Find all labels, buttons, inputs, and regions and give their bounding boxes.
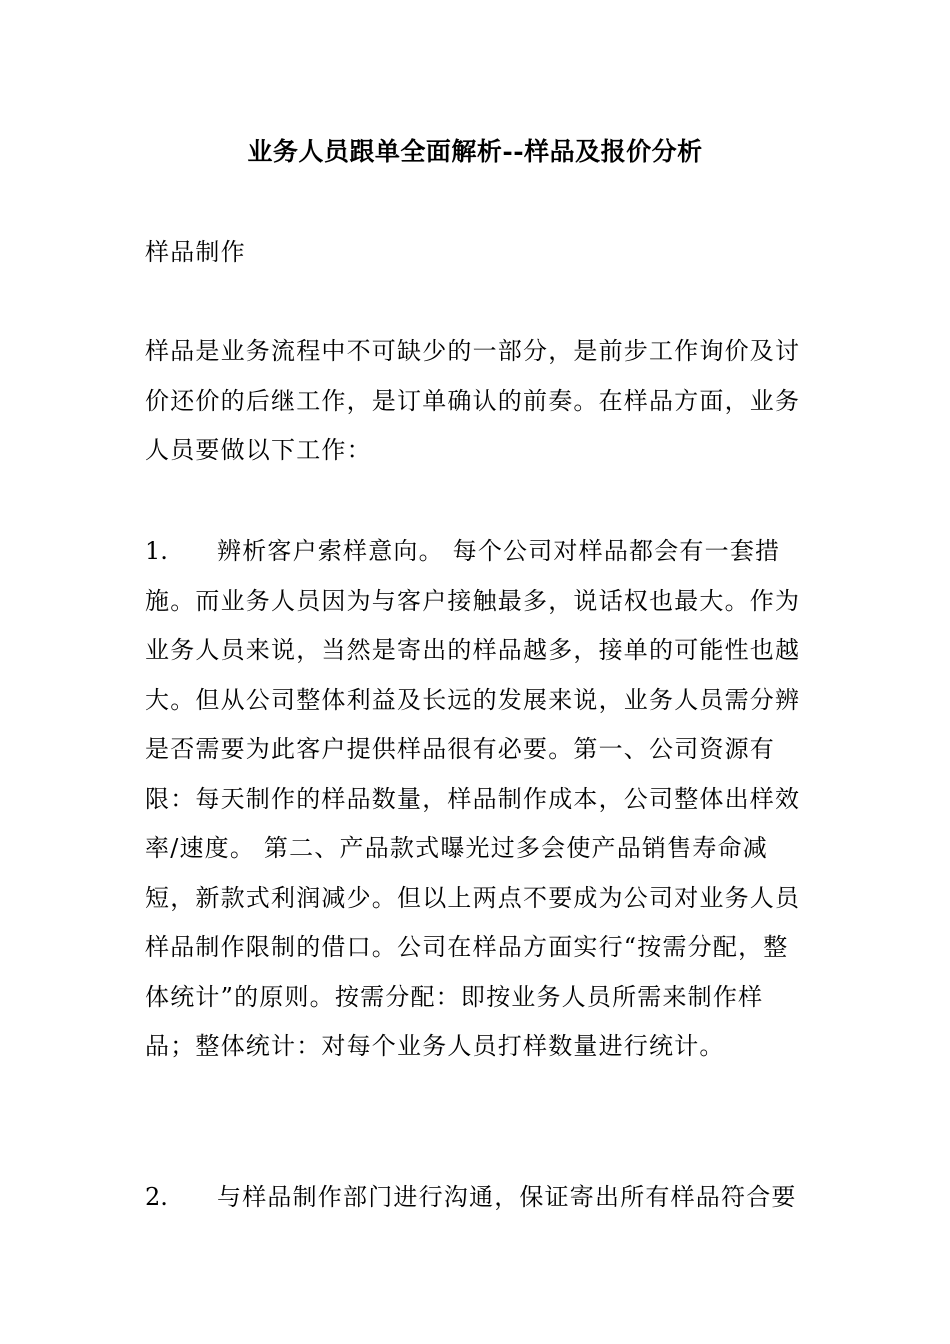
list-item xyxy=(145,527,810,1072)
list-item-text: 与样品制作部门进行沟通，保证寄出所有样品符合要 xyxy=(217,1183,797,1211)
list-item-text: 辨析客户索样意向。 每个公司对样品都会有一套措施。而业务人员因为与客户接触最多，说话权也最大。作为业务人员来说，当然是寄出的样品越多，接单的可能性也越大。但从公司整体利益及长远的发展来说，业务人员需分辨是否需要为此客户提供样品很有必要。第一、公司资源有限：每天制作的样品数量，样品制作成本，公司整体出样效率/速度。 第二、产品款式曝光过多会使产品销售寿命减短，新款式利润减少。但以上两点不要成为公司对业务人员样品制作限制的借口。公司在样品方面实行“按需分配，整体统计”的原则。按需分配：即按业务人员所需来制作样品；整体统计：对每个业务人员打样数量进行统计。 xyxy=(145,537,801,1060)
list-item-number: 1. xyxy=(145,537,168,565)
list-item xyxy=(145,1173,810,1223)
list-item-number: 2. xyxy=(145,1183,168,1211)
section-heading: 样品制作 xyxy=(145,238,246,266)
intro-paragraph: 样品是业务流程中不可缺少的一部分，是前步工作询价及讨价还价的后继工作，是订单确认的前奏。在样品方面，业务人员要做以下工作： xyxy=(145,337,801,464)
document-title: 业务人员跟单全面解析--样品及报价分析 xyxy=(247,137,703,166)
